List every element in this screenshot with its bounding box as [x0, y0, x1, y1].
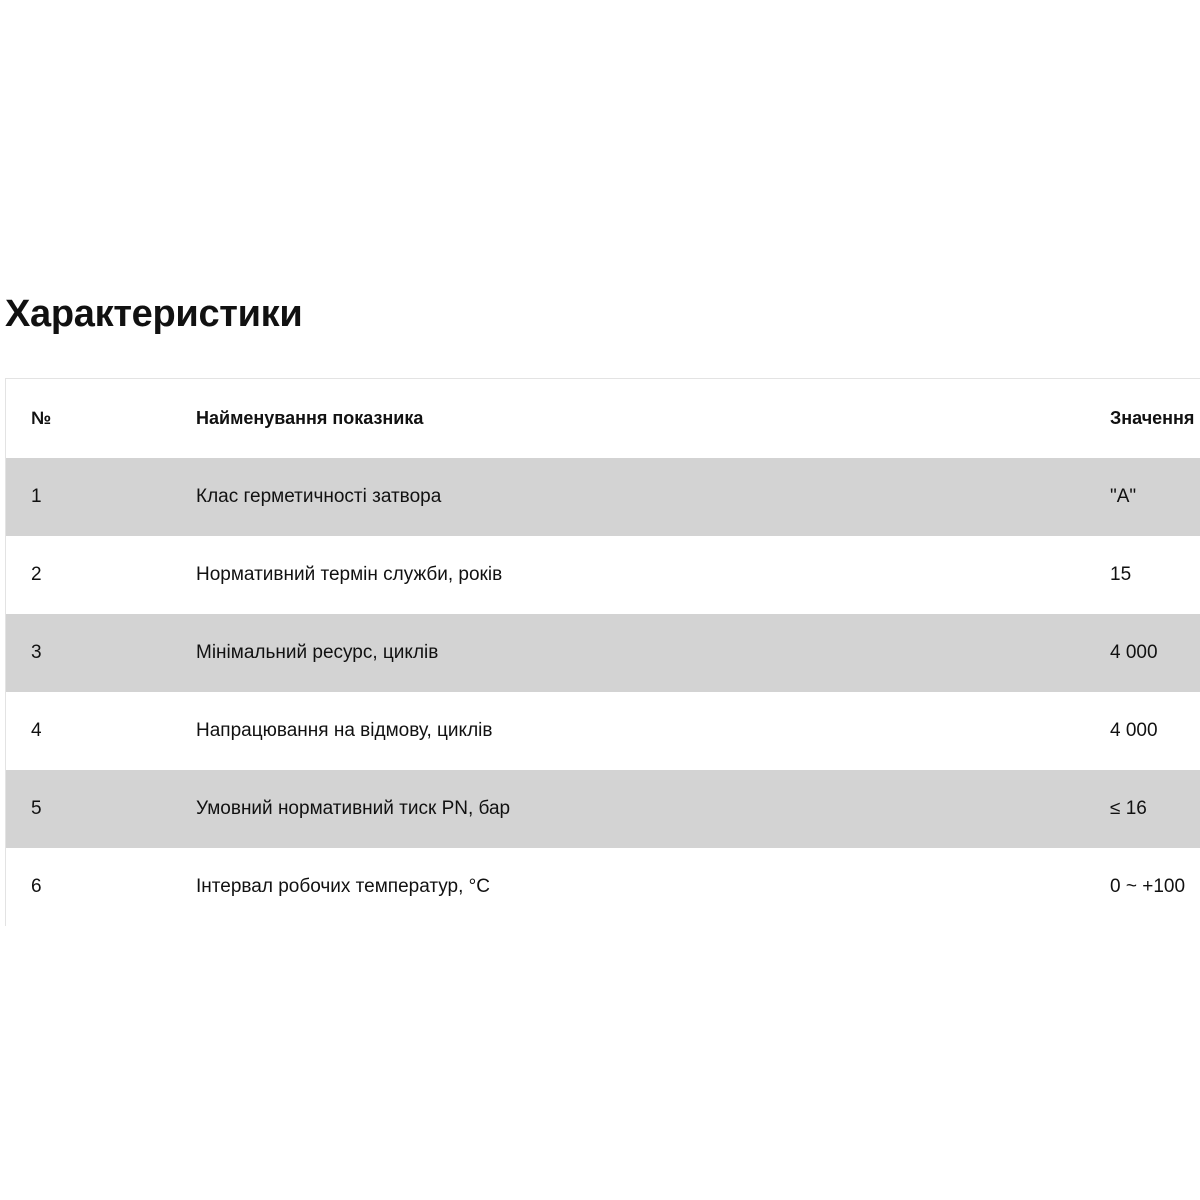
table-row	[6, 770, 1200, 848]
table-row	[6, 536, 1200, 614]
row-name: Нормативний термін служби, років	[196, 564, 503, 585]
row-name: Інтервал робочих температур, °С	[196, 876, 490, 897]
row-name: Клас герметичності затвора	[196, 486, 442, 507]
header-value: Значення	[1110, 408, 1195, 428]
header-number: №	[31, 408, 52, 428]
row-value: 0 ~ +100	[1110, 876, 1186, 897]
row-name: Мінімальний ресурс, циклів	[196, 642, 439, 663]
row-value: 15	[1110, 564, 1132, 585]
table-row	[6, 614, 1200, 692]
row-value: ≤ 16	[1110, 798, 1147, 819]
table-row	[6, 458, 1200, 536]
section-title: Характеристики	[5, 293, 303, 335]
row-number: 2	[31, 564, 42, 585]
row-number: 5	[31, 798, 42, 819]
row-value: "А"	[1110, 486, 1137, 507]
row-number: 1	[31, 486, 42, 507]
row-name: Умовний нормативний тиск PN, бар	[196, 798, 511, 819]
row-value: 4 000	[1110, 720, 1158, 741]
row-name: Напрацювання на відмову, циклів	[196, 720, 493, 741]
table-row	[6, 692, 1200, 770]
table-row	[6, 848, 1200, 926]
row-value: 4 000	[1110, 642, 1158, 663]
table-header-row	[6, 379, 1200, 458]
row-number: 4	[31, 720, 42, 741]
characteristics-table	[5, 378, 1200, 926]
header-name: Найменування показника	[196, 408, 424, 428]
row-number: 6	[31, 876, 42, 897]
row-number: 3	[31, 642, 42, 663]
